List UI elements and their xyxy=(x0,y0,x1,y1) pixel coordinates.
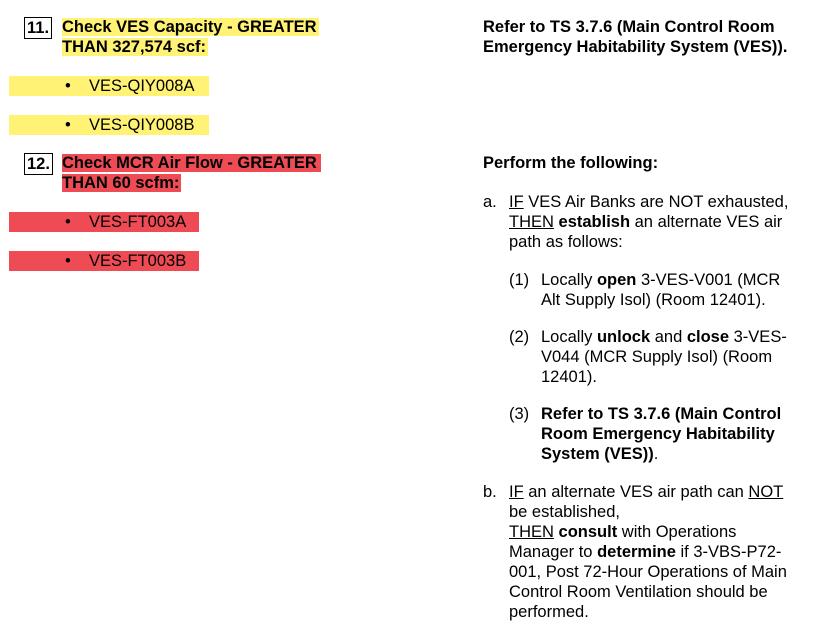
substep-b-label: b. xyxy=(483,483,497,501)
substep-a-label: a. xyxy=(483,193,497,211)
bullet-dot: • xyxy=(65,213,71,231)
step-11-title xyxy=(62,17,319,57)
substep-a-2-line1: 3-VES- xyxy=(729,328,787,346)
substep-a-3-text xyxy=(541,404,781,464)
substep-a-1-line1: 3-VES-V001 (MCR xyxy=(636,271,781,289)
step-12-title-line2: THAN 60 scfm: xyxy=(62,174,180,192)
substep-b-line2: be established, xyxy=(509,503,620,521)
substep-a-if: IF xyxy=(509,193,524,211)
substep-a-3-line3: System (VES)) xyxy=(541,445,654,463)
substep-b-line7: performed. xyxy=(509,603,589,621)
bullet-dot: • xyxy=(65,116,71,134)
substep-a-line3: path as follows: xyxy=(509,233,623,251)
substep-b-line6: Control Room Ventilation should be xyxy=(509,583,768,601)
substep-b-determine: determine xyxy=(597,543,676,561)
substep-a-1-text xyxy=(541,270,780,310)
step-11-title-line1: Check VES Capacity - GREATER xyxy=(62,18,317,36)
substep-a-3-line2: Room Emergency Habitability xyxy=(541,425,775,443)
substep-a-2-line2: V044 (MCR Supply Isol) (Room xyxy=(541,348,773,366)
step-12-bullet-1 xyxy=(9,212,199,232)
substep-a-establish: establish xyxy=(558,213,631,231)
step-11-number: 11. xyxy=(24,17,52,39)
step-12-number: 12. xyxy=(24,153,53,175)
step-11-response-line1: Refer to TS 3.7.6 (Main Control Room xyxy=(483,18,775,36)
substep-b-line3: with Operations xyxy=(617,523,737,541)
substep-b-text xyxy=(509,482,787,622)
bullet-dot: • xyxy=(65,252,71,270)
substep-a-line1: VES Air Banks are NOT exhausted, xyxy=(523,193,789,211)
step-12-title-line1: Check MCR Air Flow - GREATER xyxy=(62,154,321,172)
bullet-text: VES-FT003B xyxy=(89,252,187,270)
step-12-response-heading: Perform the following: xyxy=(483,154,659,172)
step-11-response-line2: Emergency Habitability System (VES)). xyxy=(483,38,788,56)
substep-b-line5: 001, Post 72-Hour Operations of Main xyxy=(509,563,787,581)
step-12-title xyxy=(62,153,321,193)
substep-a-2-verb1: unlock xyxy=(596,328,651,346)
substep-b-then: THEN xyxy=(509,523,554,541)
step-12-substep-b xyxy=(483,482,823,627)
substep-a-3-label: (3) xyxy=(509,405,530,423)
step-11-response xyxy=(483,17,787,57)
substep-a-1-pre: Locally xyxy=(541,271,597,289)
step-11-bullet-2 xyxy=(9,115,209,135)
substep-a-3-line1: Refer to TS 3.7.6 (Main Control xyxy=(541,405,782,423)
step-11-title-line2: THAN 327,574 scf: xyxy=(62,38,206,56)
substep-a-2-pre: Locally xyxy=(541,328,597,346)
step-12-substep-a xyxy=(483,192,823,254)
substep-b-not: NOT xyxy=(748,483,784,501)
substep-a-text xyxy=(509,192,788,252)
substep-a-line2: an alternate VES air xyxy=(630,213,783,231)
substep-a-1-line2: Alt Supply Isol) (Room 12401). xyxy=(541,291,766,309)
substep-a-1 xyxy=(509,270,819,312)
substep-a-2-mid: and xyxy=(650,328,687,346)
bullet-dot: • xyxy=(65,77,71,95)
substep-a-2-line3: 12401). xyxy=(541,368,597,386)
substep-a-2-text xyxy=(541,327,787,387)
substep-a-2-verb2: close xyxy=(686,328,730,346)
substep-b-line1: an alternate VES air path can xyxy=(523,483,749,501)
step-11-bullet-1 xyxy=(9,76,209,96)
substep-a-2-label: (2) xyxy=(509,328,530,346)
bullet-text: VES-FT003A xyxy=(89,213,187,231)
substep-b-line4-pre: Manager to xyxy=(509,543,598,561)
substep-a-2 xyxy=(509,327,819,389)
bullet-text: VES-QIY008A xyxy=(89,77,195,95)
substep-a-3 xyxy=(509,404,819,466)
step-12-bullet-2 xyxy=(9,251,199,271)
substep-b-line4: if 3-VBS-P72- xyxy=(675,543,782,561)
bullet-text: VES-QIY008B xyxy=(89,116,195,134)
substep-b-consult: consult xyxy=(558,523,618,541)
substep-b-if: IF xyxy=(509,483,524,501)
substep-a-3-end: . xyxy=(653,445,659,463)
substep-a-then: THEN xyxy=(509,213,554,231)
substep-a-1-label: (1) xyxy=(509,271,530,289)
substep-a-1-verb: open xyxy=(596,271,637,289)
